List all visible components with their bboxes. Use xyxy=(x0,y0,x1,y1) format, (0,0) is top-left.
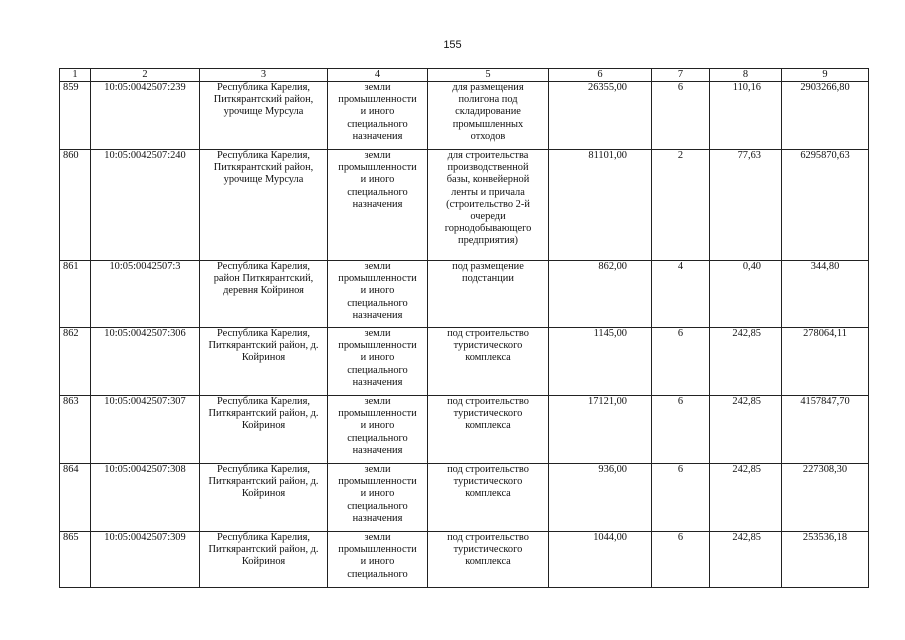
area-cell: 1044,00 xyxy=(549,532,652,588)
permitted-use-cell-line: комплекса xyxy=(465,352,511,364)
cadastral-number-cell: 10:05:0042507:306 xyxy=(91,328,200,396)
column-9-cell: 227308,30 xyxy=(782,464,869,532)
table-body xyxy=(60,82,869,588)
land-category-cell-line: и иного xyxy=(360,420,395,432)
land-category-cell-line: земли xyxy=(364,150,391,161)
cadastral-number-cell: 10:05:0042507:307 xyxy=(91,396,200,464)
cadastral-number-cell: 10:05:0042507:239 xyxy=(91,82,200,150)
land-category-cell-line: специального xyxy=(347,432,408,444)
column-9-cell: 278064,11 xyxy=(782,328,869,396)
row-number-cell: 861 xyxy=(60,261,91,328)
land-category-cell-line: промышленности xyxy=(338,162,417,174)
row-number-cell: 863 xyxy=(60,396,91,464)
column-8-cell: 0,40 xyxy=(710,261,782,328)
cadastral-number-cell: 10:05:0042507:308 xyxy=(91,464,200,532)
permitted-use-cell-line: под строительство xyxy=(447,328,529,339)
cadastral-number-cell: 10:05:0042507:240 xyxy=(91,150,200,261)
address-cell xyxy=(200,532,328,588)
land-category-cell xyxy=(328,82,428,150)
address-cell xyxy=(200,328,328,396)
column-7-cell: 6 xyxy=(652,396,710,464)
land-category-cell-line: назначения xyxy=(352,309,403,321)
column-8-cell: 242,85 xyxy=(710,328,782,396)
cadastral-number-cell: 10:05:0042507:3 xyxy=(91,261,200,328)
permitted-use-cell-line: комплекса xyxy=(465,420,511,432)
row-number-cell: 864 xyxy=(60,464,91,532)
column-7-cell: 6 xyxy=(652,464,710,532)
permitted-use-cell-line: (строительство 2-й xyxy=(446,198,530,210)
permitted-use-cell-line: базы, конвейерной xyxy=(446,174,530,186)
column-8-cell: 242,85 xyxy=(710,396,782,464)
permitted-use-cell xyxy=(428,396,549,464)
land-category-cell-line: назначения xyxy=(352,130,403,142)
column-header-9: 9 xyxy=(782,69,869,82)
area-cell: 17121,00 xyxy=(549,396,652,464)
land-category-cell-line: промышленности xyxy=(338,408,417,420)
column-8-cell: 242,85 xyxy=(710,464,782,532)
land-category-cell xyxy=(328,532,428,588)
row-number-cell: 860 xyxy=(60,150,91,261)
permitted-use-cell xyxy=(428,464,549,532)
column-8-cell: 242,85 xyxy=(710,532,782,588)
permitted-use-cell-line: ленты и причала xyxy=(451,186,525,198)
address-cell-line: урочище Мурсула xyxy=(223,174,304,186)
address-cell-line: Питкярантский район, xyxy=(213,162,314,174)
row-number-cell: 859 xyxy=(60,82,91,150)
land-category-cell xyxy=(328,261,428,328)
address-cell-line: Республика Карелия, xyxy=(217,464,310,475)
land-category-cell-line: земли xyxy=(364,82,391,93)
column-header-6: 6 xyxy=(549,69,652,82)
column-header-7: 7 xyxy=(652,69,710,82)
address-cell-line: Республика Карелия, xyxy=(217,82,310,93)
address-cell-line: Койриноя xyxy=(241,556,286,568)
area-cell: 862,00 xyxy=(549,261,652,328)
address-cell-line: урочище Мурсула xyxy=(223,106,304,118)
land-category-cell-line: специального xyxy=(347,297,408,309)
permitted-use-cell-line: комплекса xyxy=(465,556,511,568)
area-cell: 936,00 xyxy=(549,464,652,532)
address-cell xyxy=(200,150,328,261)
land-category-cell-line: и иного xyxy=(360,106,395,118)
land-category-cell-line: назначения xyxy=(352,512,403,524)
permitted-use-cell xyxy=(428,261,549,328)
land-category-cell-line: земли xyxy=(364,328,391,339)
land-category-cell-line: и иного xyxy=(360,556,395,568)
address-cell-line: Койриноя xyxy=(241,488,286,500)
address-cell-line: Республика Карелия, xyxy=(217,396,310,407)
column-7-cell: 6 xyxy=(652,328,710,396)
table-header xyxy=(60,69,869,82)
land-category-cell xyxy=(328,328,428,396)
permitted-use-cell xyxy=(428,532,549,588)
row-number-cell: 862 xyxy=(60,328,91,396)
column-7-cell: 6 xyxy=(652,82,710,150)
row-number-cell: 865 xyxy=(60,532,91,588)
permitted-use-cell-line: производственной xyxy=(447,162,529,174)
permitted-use-cell-line: под строительство xyxy=(447,532,529,543)
address-cell-line: Койриноя xyxy=(241,352,286,364)
column-8-cell: 77,63 xyxy=(710,150,782,261)
land-category-cell xyxy=(328,464,428,532)
table-row xyxy=(60,150,869,261)
table-row xyxy=(60,532,869,588)
column-header-1: 1 xyxy=(60,69,91,82)
column-9-cell: 6295870,63 xyxy=(782,150,869,261)
land-category-cell-line: земли xyxy=(364,261,391,272)
address-cell-line: район Питкярантский, xyxy=(213,273,314,285)
column-header-2: 2 xyxy=(91,69,200,82)
column-9-cell: 253536,18 xyxy=(782,532,869,588)
permitted-use-cell-line: предприятия) xyxy=(458,235,518,247)
land-category-cell-line: промышленности xyxy=(338,340,417,352)
address-cell-line: деревня Койриноя xyxy=(223,285,304,297)
column-7-cell: 2 xyxy=(652,150,710,261)
permitted-use-cell xyxy=(428,82,549,150)
column-9-cell: 2903266,80 xyxy=(782,82,869,150)
table-row xyxy=(60,464,869,532)
permitted-use-cell-line: для размещения xyxy=(452,82,524,93)
area-cell: 1145,00 xyxy=(549,328,652,396)
land-category-cell-line: и иного xyxy=(360,285,395,297)
land-category-cell-line: промышленности xyxy=(338,476,417,488)
area-cell: 26355,00 xyxy=(549,82,652,150)
address-cell-line: Питкярантский район, д. xyxy=(208,340,319,352)
address-cell xyxy=(200,396,328,464)
land-category-cell-line: специального xyxy=(347,500,408,512)
table-row xyxy=(60,396,869,464)
permitted-use-cell-line: туристического xyxy=(453,340,523,352)
permitted-use-cell-line: туристического xyxy=(453,544,523,556)
permitted-use-cell-line: подстанции xyxy=(462,273,514,285)
address-cell-line: Койриноя xyxy=(241,420,286,432)
table-row xyxy=(60,328,869,396)
column-9-cell: 4157847,70 xyxy=(782,396,869,464)
permitted-use-cell-line: горнодобывающего xyxy=(444,223,532,235)
land-category-cell xyxy=(328,396,428,464)
land-category-cell-line: промышленности xyxy=(338,273,417,285)
land-category-cell-line: специального xyxy=(347,364,408,376)
column-header-8: 8 xyxy=(710,69,782,82)
land-category-cell-line: земли xyxy=(364,532,391,543)
permitted-use-cell-line: полигона под xyxy=(458,94,518,106)
land-category-cell-line: специального xyxy=(347,118,408,130)
column-header-5: 5 xyxy=(428,69,549,82)
land-plots-table xyxy=(59,68,869,588)
address-cell-line: Питкярантский район, д. xyxy=(208,544,319,556)
address-cell-line: Республика Карелия, xyxy=(217,532,310,543)
column-header-3: 3 xyxy=(200,69,328,82)
permitted-use-cell-line: очереди xyxy=(470,211,506,223)
header-row xyxy=(60,69,869,82)
cadastral-number-cell: 10:05:0042507:309 xyxy=(91,532,200,588)
column-header-4: 4 xyxy=(328,69,428,82)
permitted-use-cell-line: комплекса xyxy=(465,488,511,500)
address-cell xyxy=(200,82,328,150)
permitted-use-cell-line: под строительство xyxy=(447,396,529,407)
land-category-cell-line: промышленности xyxy=(338,544,417,556)
permitted-use-cell-line: промышленных xyxy=(452,118,524,130)
column-9-cell: 344,80 xyxy=(782,261,869,328)
permitted-use-cell-line: туристического xyxy=(453,408,523,420)
land-category-cell-line: промышленности xyxy=(338,94,417,106)
table-row xyxy=(60,82,869,150)
permitted-use-cell-line: складирование xyxy=(455,106,521,118)
area-cell: 81101,00 xyxy=(549,150,652,261)
land-category-cell-line: и иного xyxy=(360,352,395,364)
address-cell-line: Питкярантский район, xyxy=(213,94,314,106)
permitted-use-cell xyxy=(428,328,549,396)
permitted-use-cell-line: под размещение xyxy=(452,261,524,272)
permitted-use-cell-line: для строительства xyxy=(447,150,529,161)
land-category-cell-line: назначения xyxy=(352,444,403,456)
land-category-cell-line: специального xyxy=(347,186,408,198)
table-row xyxy=(60,261,869,328)
page-number: 155 xyxy=(443,39,462,51)
address-cell-line: Питкярантский район, д. xyxy=(208,408,319,420)
address-cell xyxy=(200,464,328,532)
permitted-use-cell-line: под строительство xyxy=(447,464,529,475)
column-8-cell: 110,16 xyxy=(710,82,782,150)
address-cell-line: Республика Карелия, xyxy=(217,261,310,272)
land-category-cell-line: специального xyxy=(347,568,408,580)
column-7-cell: 4 xyxy=(652,261,710,328)
column-7-cell: 6 xyxy=(652,532,710,588)
permitted-use-cell-line: туристического xyxy=(453,476,523,488)
land-category-cell-line: земли xyxy=(364,396,391,407)
land-category-cell-line: и иного xyxy=(360,488,395,500)
address-cell-line: Питкярантский район, д. xyxy=(208,476,319,488)
land-category-cell-line: назначения xyxy=(352,198,403,210)
land-category-cell xyxy=(328,150,428,261)
land-category-cell-line: земли xyxy=(364,464,391,475)
address-cell xyxy=(200,261,328,328)
permitted-use-cell-line: отходов xyxy=(470,130,506,142)
land-category-cell-line: назначения xyxy=(352,376,403,388)
address-cell-line: Республика Карелия, xyxy=(217,150,310,161)
permitted-use-cell xyxy=(428,150,549,261)
address-cell-line: Республика Карелия, xyxy=(217,328,310,339)
land-category-cell-line: и иного xyxy=(360,174,395,186)
